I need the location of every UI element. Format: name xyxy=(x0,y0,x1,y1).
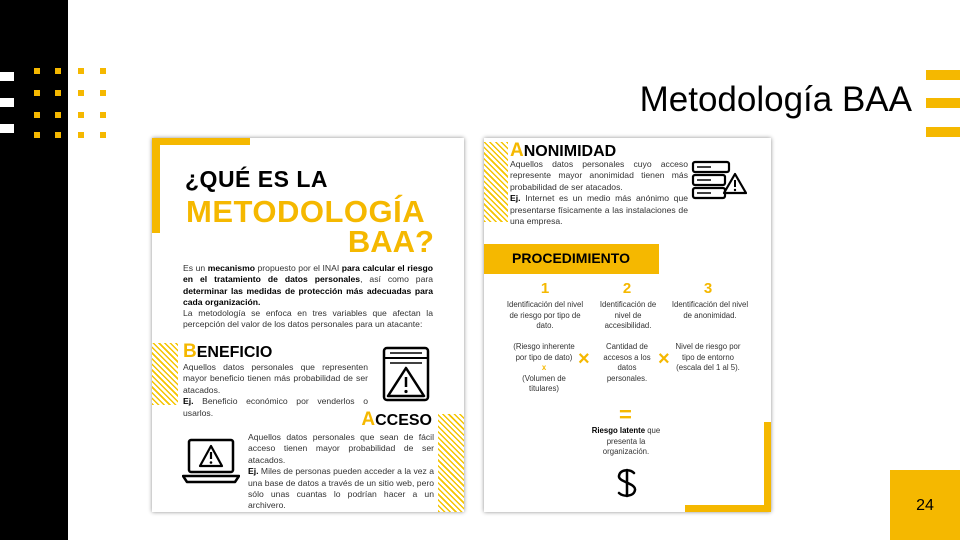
server-warning-icon xyxy=(691,160,747,202)
left-document-page xyxy=(152,138,464,512)
step-number: 2 xyxy=(622,280,632,297)
intro-paragraph-2: La metodología se enfoca en tres variables que afectan la percepción del valor de los datos personales para un atacante: xyxy=(183,308,433,330)
multiply-operator: × xyxy=(658,348,670,370)
result-riesgo-latente: Riesgo latente que presenta la organización. xyxy=(591,426,661,456)
page-number-box xyxy=(890,470,960,540)
accent-bar xyxy=(152,138,250,145)
step-number: 1 xyxy=(540,280,550,297)
left-stripe xyxy=(0,98,14,107)
factor-accesos: Cantidad de accesos a los datos personales. xyxy=(603,342,651,383)
factor-entorno: Nivel de riesgo por tipo de entorno (escala del 1 al 5). xyxy=(675,342,741,372)
anonimidad-text: Aquellos datos personales cuyo acceso represente mayor anonimidad tienen más probabilidad de ser atacados. Ej. Internet es un medio más anónimo que presentarse físicamente a las instalaciones de una empresa. xyxy=(510,159,688,227)
browser-warning-icon xyxy=(382,346,430,402)
heading-que-es: ¿QUÉ ES LA xyxy=(185,166,329,192)
hatch-pattern xyxy=(484,142,508,222)
accent-bar xyxy=(764,422,771,512)
step-text: Identificación del nivel de anonimidad. xyxy=(671,300,749,320)
hatch-pattern xyxy=(438,414,464,512)
right-stripe xyxy=(926,127,960,137)
page-number: 24 xyxy=(916,497,934,514)
heading-baa: BAA? xyxy=(347,224,434,259)
right-stripe xyxy=(926,70,960,80)
step-number: 3 xyxy=(703,280,713,297)
beneficio-heading: BENEFICIO xyxy=(183,341,273,362)
left-stripe xyxy=(0,124,14,133)
multiply-operator: × xyxy=(578,348,590,370)
right-stripe xyxy=(926,98,960,108)
anonimidad-heading: ANONIMIDAD xyxy=(510,140,617,161)
accent-bar xyxy=(685,505,771,512)
acceso-text: Aquellos datos personales que sean de fácil acceso tienen mayor probabilidad de ser atacados. Ej. Miles de personas pueden acceder a la vez a una base de datos a través de un sitio web, pero sólo unas cuantas lo podrían hacer a un archivero. xyxy=(248,432,434,511)
laptop-warning-icon xyxy=(182,438,240,484)
equals-operator: = xyxy=(619,402,632,427)
procedimiento-title: PROCEDIMIENTO xyxy=(512,250,630,266)
heading-metodologia: METODOLOGÍA xyxy=(186,194,426,229)
hatch-pattern xyxy=(152,343,178,405)
beneficio-text: Aquellos datos personales que representen mayor beneficio tienen más probabilidad de ser atacados. Ej. Beneficio económico por venderlos o usarlos. xyxy=(183,362,368,418)
left-black-bar xyxy=(0,0,68,540)
step-text: Identificación del nivel de riesgo por tipo de dato. xyxy=(506,300,584,330)
factor-riesgo-inherente: (Riesgo inherente por tipo de dato) x (Volumen de titulares) xyxy=(513,342,575,393)
intro-paragraph: Es un mecanismo propuesto por el INAI para calcular el riesgo en el tratamiento de datos personales, así como para determinar las medidas de protección más adecuadas para cada organización. xyxy=(183,263,433,308)
left-stripe xyxy=(0,72,14,81)
step-text: Identificación de nivel de accesibilidad. xyxy=(599,300,657,330)
acceso-heading: ACCESO xyxy=(361,409,432,430)
slide-title: Metodología BAA xyxy=(639,80,912,119)
s-logo-icon xyxy=(614,468,640,498)
right-document-page xyxy=(484,138,771,512)
accent-bar xyxy=(152,138,160,233)
